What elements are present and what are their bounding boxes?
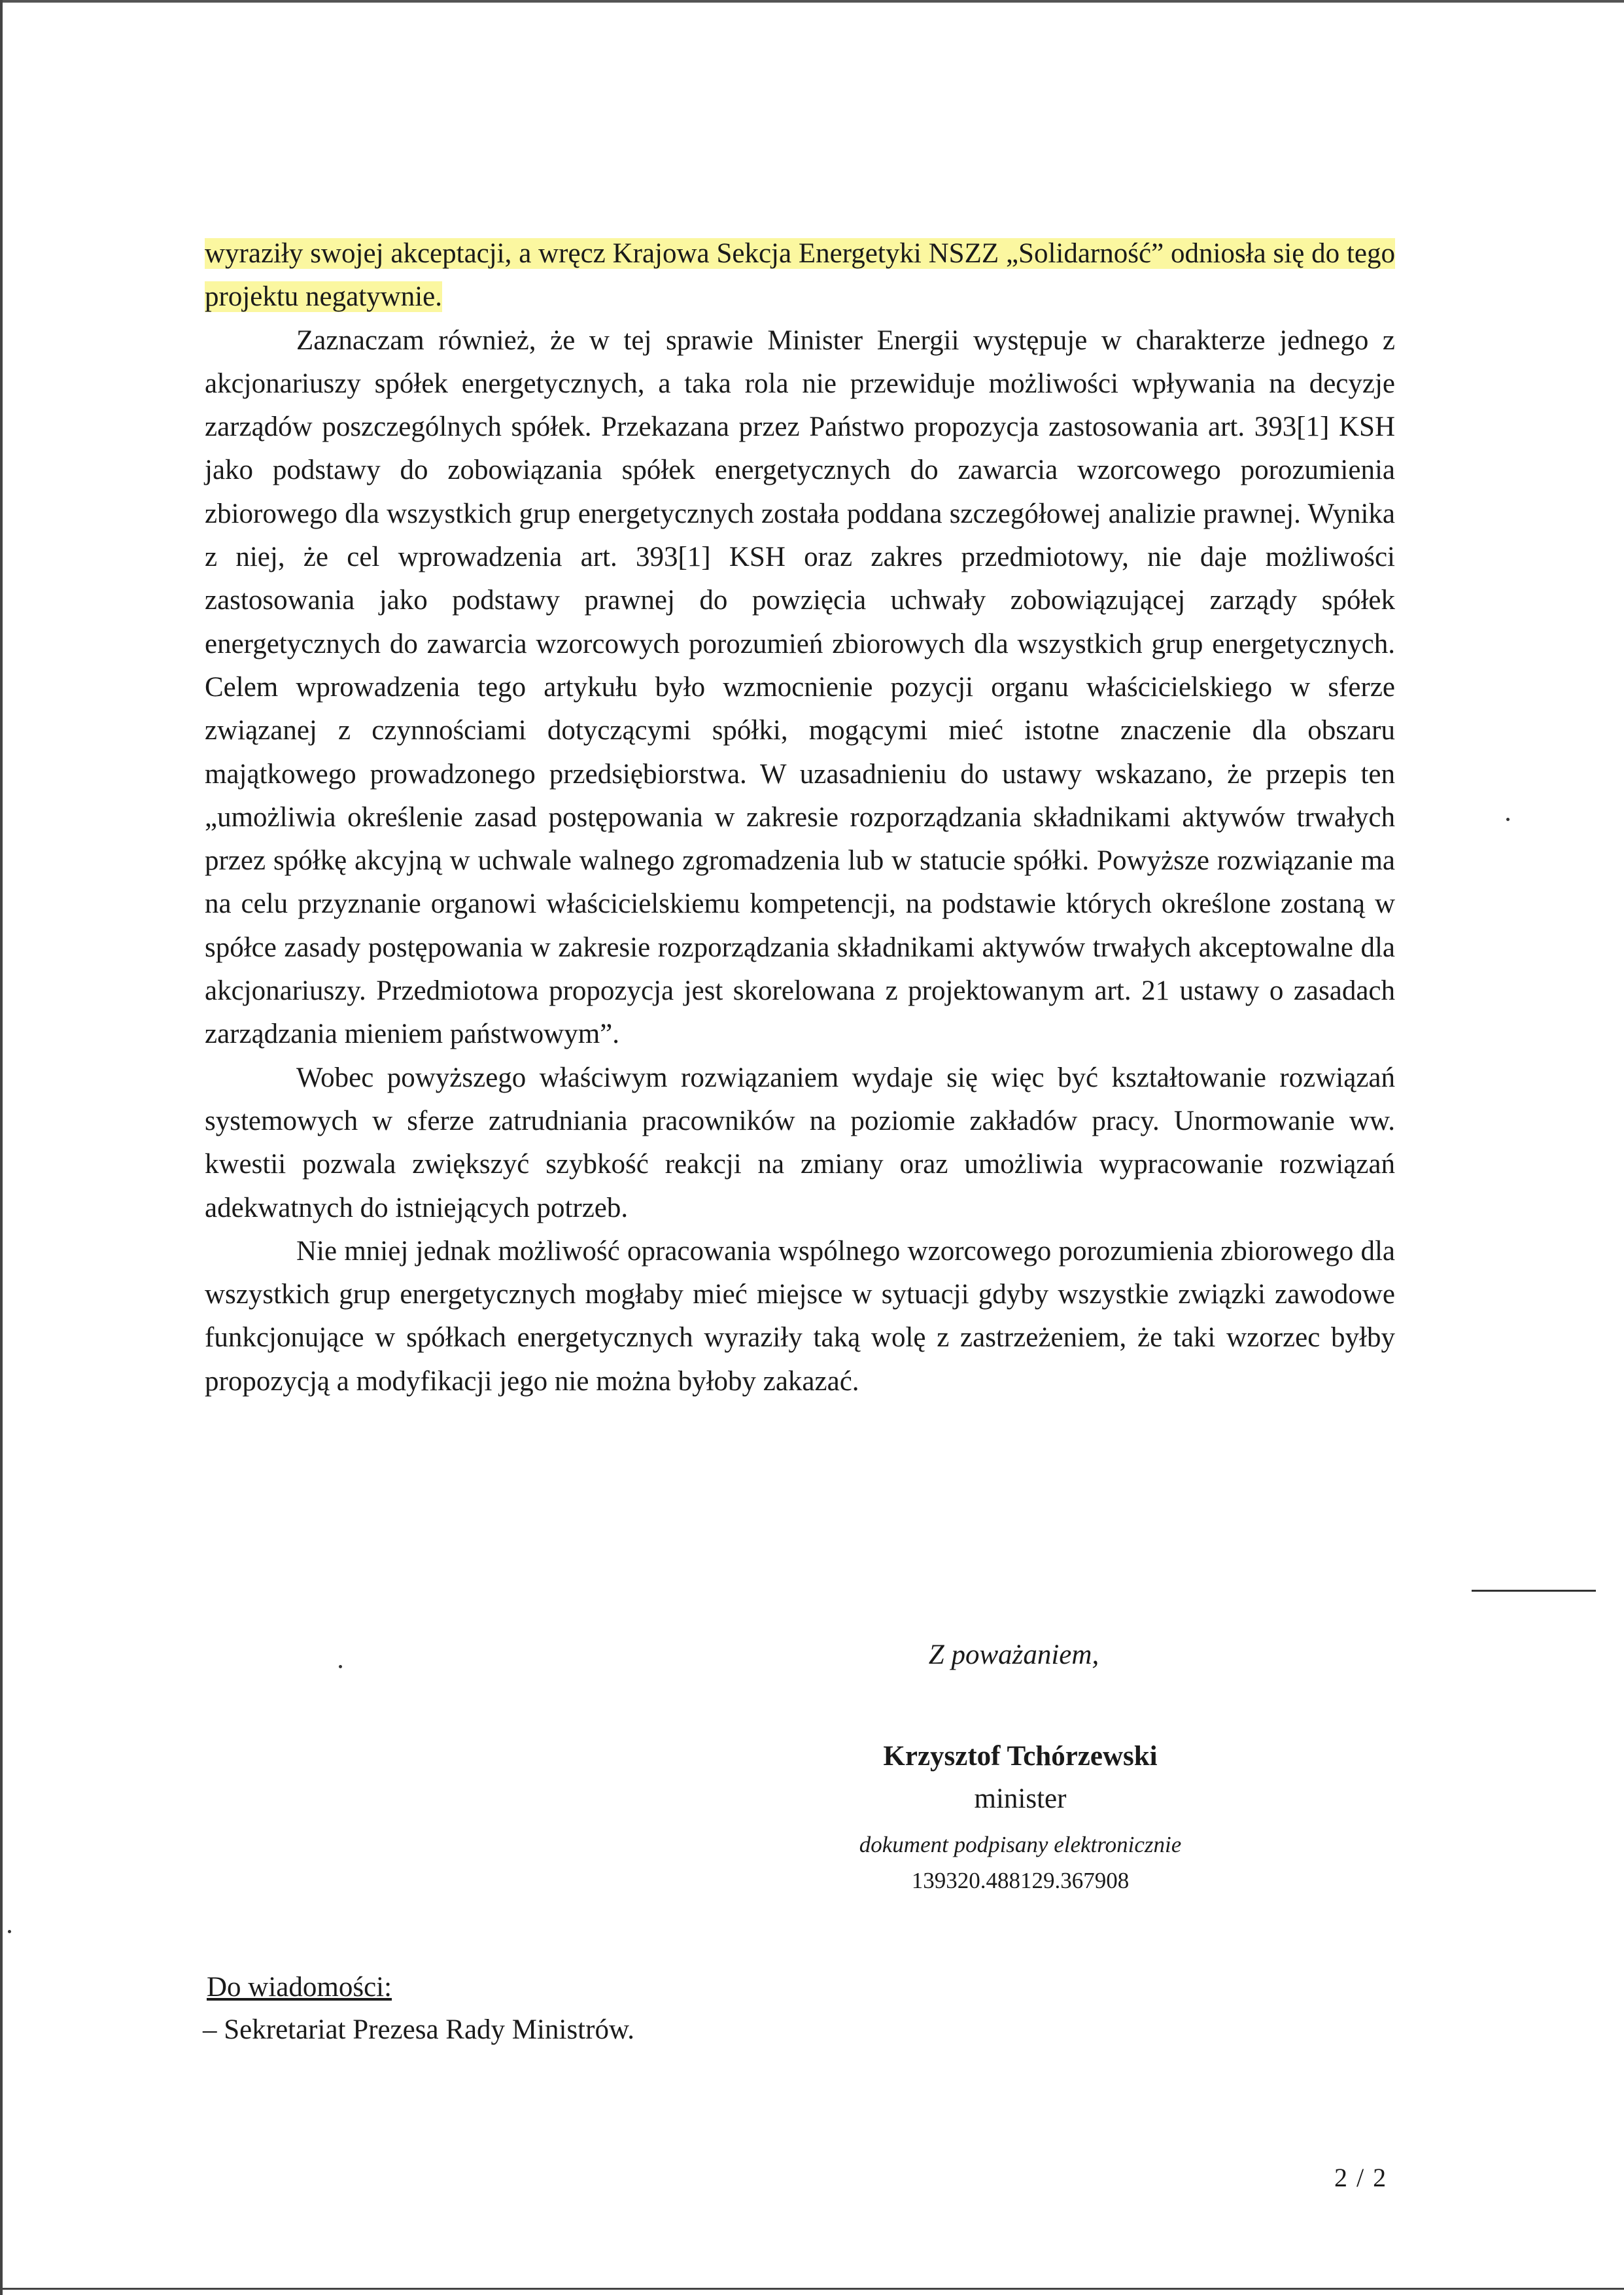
- paragraph-3: Wobec powyższego właściwym rozwiązaniem wydaje się więc być kształtowanie rozwiązań systemowych w sferze zatrudniania pracowników na poziomie zakładów pracy. Unormowanie ww. kwestii pozwala zwiększyć szybkość reakcji na zmiany oraz umożliwia wypracowanie rozwiązań adekwatnych do istniejących potrzeb.: [205, 1062, 1395, 1223]
- scan-artifact-dot: [339, 1665, 342, 1668]
- signer-title: minister: [974, 1783, 1067, 1814]
- highlighted-text: wyraziły swojej akceptacji, a wręcz Krajowa Sekcja Energetyki NSZZ „Solidarność” odniosła się do tego projektu negatywnie.: [205, 238, 1395, 313]
- signer-name: Krzysztof Tchórzewski: [883, 1741, 1158, 1772]
- cc-item: – Sekretariat Prezesa Rady Ministrów.: [203, 2014, 634, 2045]
- closing-salutation: Z poważaniem,: [928, 1639, 1099, 1670]
- paragraph-2: Zaznaczam również, że w tej sprawie Minister Energii występuje w charakterze jednego z akcjonariuszy spółek energetycznych, a taka rola nie przewiduje możliwości wpływania na decyzje zarządów poszczególnych spółek. Przekazana przez Państwo propozycja zastosowania art. 393[1] KSH jako podstawy do zobowiązania spółek energetycznych do zawarcia wzorcowego porozumienia zbiorowego dla wszystkich grup energetycznych została poddana szczegółowej analizie prawnej. Wynika z niej, że cel wprowadzenia art. 393[1] KSH oraz zakres przedmiotowy, nie daje możliwości zastosowania jako podstawy prawnej do powzięcia uchwały zobowiązującej zarządy spółek energetycznych do zawarcia wzorcowych porozumień zbiorowych dla wszystkich grup energetycznych. Celem wprowadzenia tego artykułu było wzmocnienie pozycji organu właścicielskiego w sferze związanej z czynnościami dotyczącymi spółki, mogącymi mieć istotne znaczenie dla obszaru majątkowego prowadzonego przedsiębiorstwa. W uzasadnieniu do ustawy wskazano, że przepis ten „umożliwia określenie zasad postępowania w zakresie rozporządzania składnikami aktywów trwałych przez spółkę akcyjną w uchwale walnego zgromadzenia lub w statucie spółki. Powyższe rozwiązanie ma na celu przyznanie organowi właścicielskiemu kompetencji, na podstawie których określone zostaną w spółce zasady postępowania w zakresie rozporządzania składnikami aktywów trwałych akceptowalne dla akcjonariuszy. Przedmiotowa propozycja jest skorelowana z projektowanym art. 21 ustawy o zasadach zarządzania mieniem państwowym”.: [205, 324, 1395, 1050]
- scan-artifact-dot: [8, 1930, 11, 1933]
- electronic-signature-id: 139320.488129.367908: [911, 1868, 1130, 1893]
- paragraph-1: [205, 232, 1395, 319]
- scan-edge-left: [0, 0, 3, 2295]
- scan-artifact-dot: [1506, 818, 1510, 821]
- letter-body: [205, 232, 1395, 1403]
- scan-artifact-line: [1472, 1590, 1596, 1592]
- scan-edge-bottom: [0, 2288, 1624, 2290]
- cc-label: Do wiadomości:: [207, 1972, 392, 2003]
- scan-edge-top: [0, 0, 1624, 3]
- electronic-signature-note: dokument podpisany elektronicznie: [859, 1832, 1182, 1857]
- page-number: 2 / 2: [1334, 2163, 1388, 2192]
- paragraph-4: Nie mniej jednak możliwość opracowania wspólnego wzorcowego porozumienia zbiorowego dla wszystkich grup energetycznych mogłaby mieć miejsce w sytuacji gdyby wszystkie związki zawodowe funkcjonujące w spółkach energetycznych wyraziły taką wolę z zastrzeżeniem, że taki wzorzec byłby propozycją a modyfikacji jego nie można byłoby zakazać.: [205, 1235, 1395, 1397]
